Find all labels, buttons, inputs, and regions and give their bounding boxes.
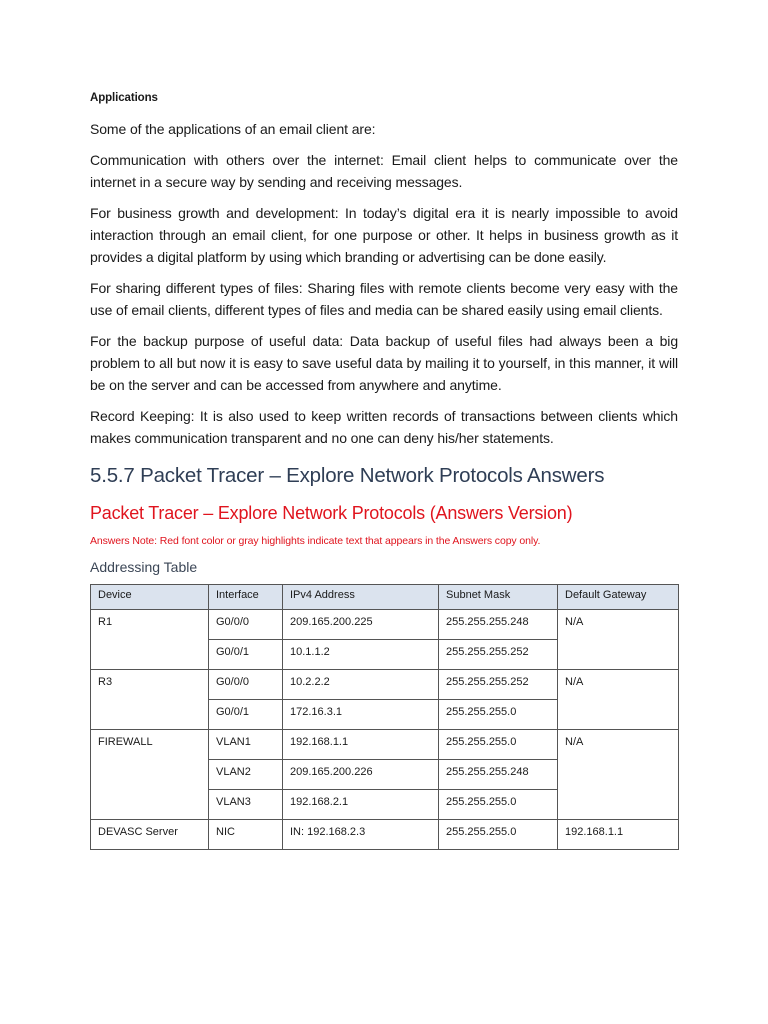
cell-ipv4: 172.16.3.1: [283, 700, 439, 730]
cell-interface: G0/0/0: [209, 610, 283, 640]
cell-ipv4: IN: 192.168.2.3: [283, 820, 439, 850]
section-title: 5.5.7 Packet Tracer – Explore Network Protocols Answers: [90, 464, 605, 487]
answers-note: Answers Note: Red font color or gray highlights indicate text that appears in the Answers copy only.: [90, 535, 541, 547]
cell-mask: 255.255.255.252: [439, 670, 558, 700]
intro-paragraph: Some of the applications of an email client are:: [90, 121, 376, 137]
header-default-gateway: Default Gateway: [558, 585, 679, 610]
cell-interface: VLAN2: [209, 760, 283, 790]
cell-mask: 255.255.255.248: [439, 760, 558, 790]
cell-mask: 255.255.255.0: [439, 730, 558, 760]
table-row: [91, 820, 679, 850]
addressing-table: [90, 584, 679, 850]
header-subnet-mask: Subnet Mask: [439, 585, 558, 610]
cell-ipv4: 192.168.1.1: [283, 730, 439, 760]
cell-gateway: N/A: [558, 730, 679, 820]
cell-interface: VLAN3: [209, 790, 283, 820]
cell-gateway: 192.168.1.1: [558, 820, 679, 850]
lab-title: Packet Tracer – Explore Network Protocols (Answers Version): [90, 503, 573, 523]
cell-interface: G0/0/1: [209, 700, 283, 730]
cell-ipv4: 10.1.1.2: [283, 640, 439, 670]
header-ipv4: IPv4 Address: [283, 585, 439, 610]
cell-device: FIREWALL: [91, 730, 209, 820]
cell-interface: VLAN1: [209, 730, 283, 760]
cell-mask: 255.255.255.0: [439, 790, 558, 820]
table-row: [91, 670, 679, 700]
cell-mask: 255.255.255.0: [439, 700, 558, 730]
cell-ipv4: 192.168.2.1: [283, 790, 439, 820]
table-row: [91, 610, 679, 640]
cell-interface: NIC: [209, 820, 283, 850]
cell-mask: 255.255.255.0: [439, 820, 558, 850]
paragraph-business-growth: For business growth and development: In today’s digital era it is nearly impossible to avoid interaction through an email client, for one purpose or other. It helps in business growth as it provides a digital platform by using which branding or advertising can be done easily.: [90, 205, 678, 265]
cell-device: DEVASC Server: [91, 820, 209, 850]
cell-interface: G0/0/1: [209, 640, 283, 670]
paragraph-record-keeping: Record Keeping: It is also used to keep written records of transactions between clients which makes communication transparent and no one can deny his/her statements.: [90, 408, 678, 446]
applications-heading: Applications: [90, 92, 158, 104]
header-device: Device: [91, 585, 209, 610]
paragraph-backup: For the backup purpose of useful data: Data backup of useful files had always been a big problem to all but now it is easy to save useful data by mailing it to yourself, in this manner, it will be on the server and can be accessed from anywhere and anytime.: [90, 333, 678, 393]
cell-device: R3: [91, 670, 209, 730]
cell-ipv4: 209.165.200.226: [283, 760, 439, 790]
table-header-row: [91, 585, 679, 610]
header-interface: Interface: [209, 585, 283, 610]
cell-mask: 255.255.255.252: [439, 640, 558, 670]
cell-gateway: N/A: [558, 610, 679, 670]
cell-gateway: N/A: [558, 670, 679, 730]
addressing-table-caption: Addressing Table: [90, 559, 198, 575]
cell-mask: 255.255.255.248: [439, 610, 558, 640]
table-row: [91, 730, 679, 760]
paragraph-sharing-files: For sharing different types of files: Sharing files with remote clients become very easy with the use of email clients, different types of files and media can be shared easily using email clients.: [90, 280, 678, 318]
cell-ipv4: 10.2.2.2: [283, 670, 439, 700]
cell-ipv4: 209.165.200.225: [283, 610, 439, 640]
cell-interface: G0/0/0: [209, 670, 283, 700]
paragraph-communication: Communication with others over the internet: Email client helps to communicate over the internet in a secure way by sending and receiving messages.: [90, 152, 678, 190]
document-content: [90, 92, 678, 850]
cell-device: R1: [91, 610, 209, 670]
